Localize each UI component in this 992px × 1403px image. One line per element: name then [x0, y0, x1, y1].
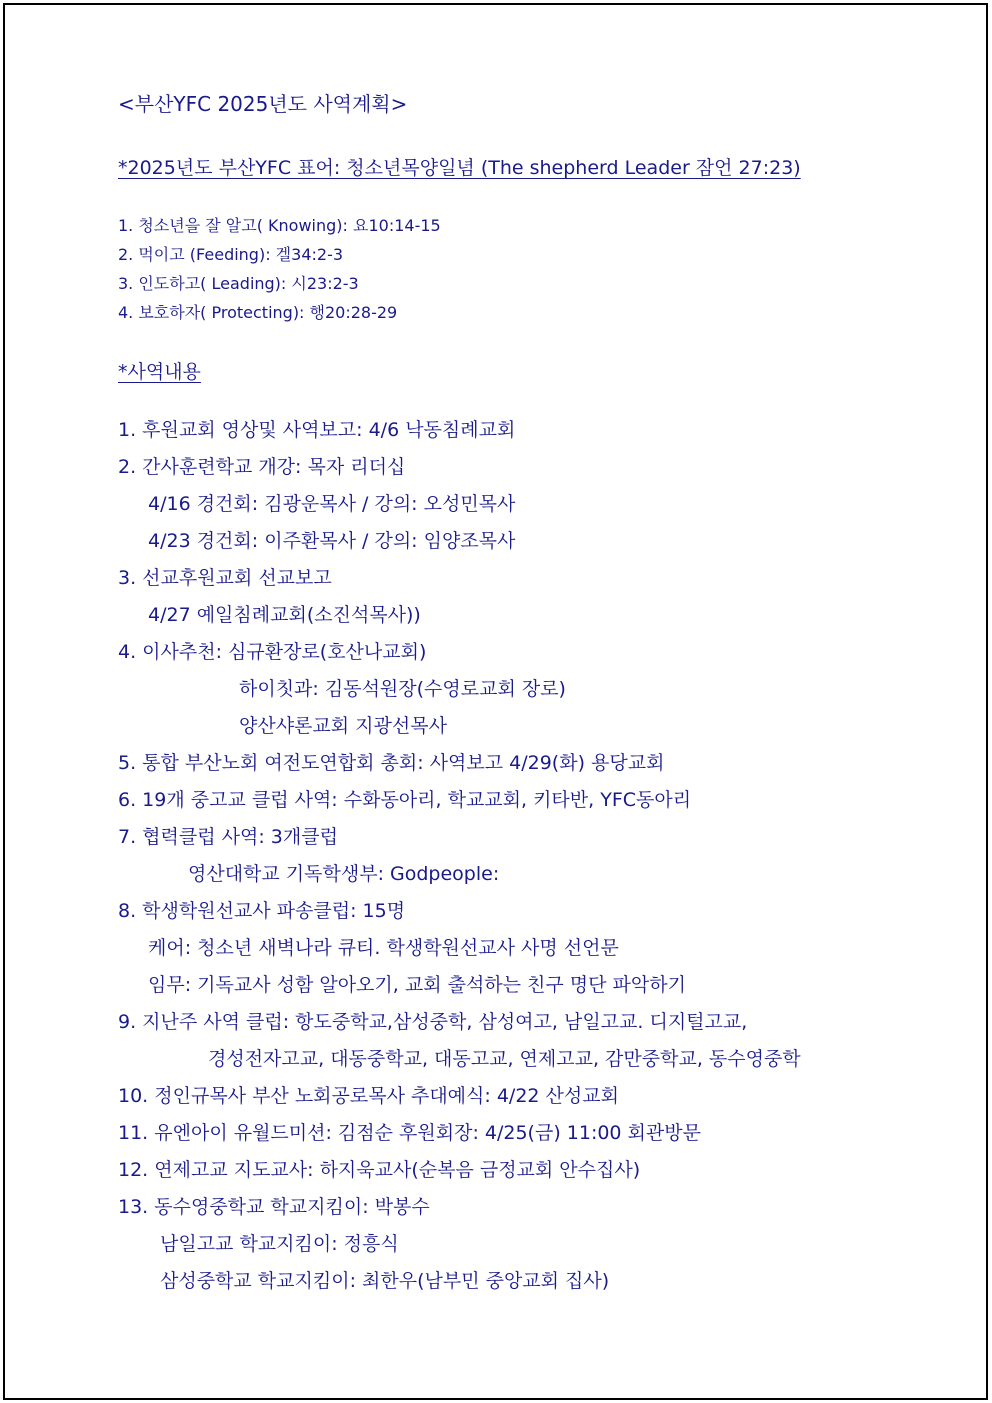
list-subitem: 남일고교 학교지킴이: 정흥식 [160, 1233, 399, 1255]
list-subitem: 케어: 청소년 새벽나라 큐티. 학생학원선교사 사명 선언문 [148, 937, 619, 959]
list-item: 8. 학생학원선교사 파송클럽: 15명 [118, 900, 406, 922]
list-item: 10. 정인규목사 부산 노회공로목사 추대예식: 4/22 산성교회 [118, 1085, 619, 1107]
list-subitem: 영산대학교 기독학생부: Godpeople: [188, 863, 500, 885]
list-subitem: 경성전자고교, 대동중학교, 대동고교, 연제고교, 감만중학교, 동수영중학 [208, 1048, 801, 1070]
list-item: 9. 지난주 사역 클럽: 항도중학교,삼성중학, 삼성여고, 남일고교. 디지털고교, [118, 1011, 748, 1033]
motto-heading: *2025년도 부산YFC 표어: 청소년목양일념 (The shepherd Leader 잠언 27:23) [118, 157, 801, 179]
motto-point: 1. 청소년을 잘 알고( Knowing): 요10:14-15 [118, 216, 441, 235]
page-border [3, 3, 988, 1400]
motto-point: 3. 인도하고( Leading): 시23:2-3 [118, 274, 359, 293]
list-item: 13. 동수영중학교 학교지킴이: 박봉수 [118, 1196, 430, 1218]
list-item: 5. 통합 부산노회 여전도연합회 총회: 사역보고 4/29(화) 용당교회 [118, 752, 665, 774]
list-item: 1. 후원교회 영상및 사역보고: 4/6 낙동침례교회 [118, 419, 516, 441]
list-subitem: 양산샤론교회 지광선목사 [239, 715, 447, 737]
list-item: 6. 19개 중고교 클럽 사역: 수화동아리, 학교교회, 키타반, YFC동아리 [118, 789, 692, 811]
list-item: 7. 협력클럽 사역: 3개클럽 [118, 826, 338, 848]
list-item: 4. 이사추천: 심규환장로(호산나교회) [118, 641, 427, 663]
list-item: 2. 간사훈련학교 개강: 목자 리더십 [118, 456, 406, 478]
list-subitem: 4/27 예일침례교회(소진석목사)) [148, 604, 421, 626]
list-item: 11. 유엔아이 유월드미션: 김점순 후원회장: 4/25(금) 11:00 회관방문 [118, 1122, 701, 1144]
list-item: 12. 연제고교 지도교사: 하지욱교사(순복음 금정교회 안수집사) [118, 1159, 641, 1181]
motto-point: 4. 보호하자( Protecting): 행20:28-29 [118, 303, 398, 322]
list-subitem: 4/16 경건회: 김광운목사 / 강의: 오성민목사 [148, 493, 516, 515]
motto-point: 2. 먹이고 (Feeding): 겔34:2-3 [118, 245, 344, 264]
document-title: <부산YFC 2025년도 사역계획> [118, 92, 408, 116]
list-item: 3. 선교후원교회 선교보고 [118, 567, 332, 589]
list-subitem: 4/23 경건회: 이주환목사 / 강의: 임양조목사 [148, 530, 516, 552]
list-subitem: 삼성중학교 학교지킴이: 최한우(남부민 중앙교회 집사) [160, 1270, 610, 1292]
list-subitem: 임무: 기독교사 성함 알아오기, 교회 출석하는 친구 명단 파악하기 [148, 974, 686, 996]
list-subitem: 하이칫과: 김동석원장(수영로교회 장로) [239, 678, 566, 700]
section-title: *사역내용 [118, 361, 201, 383]
